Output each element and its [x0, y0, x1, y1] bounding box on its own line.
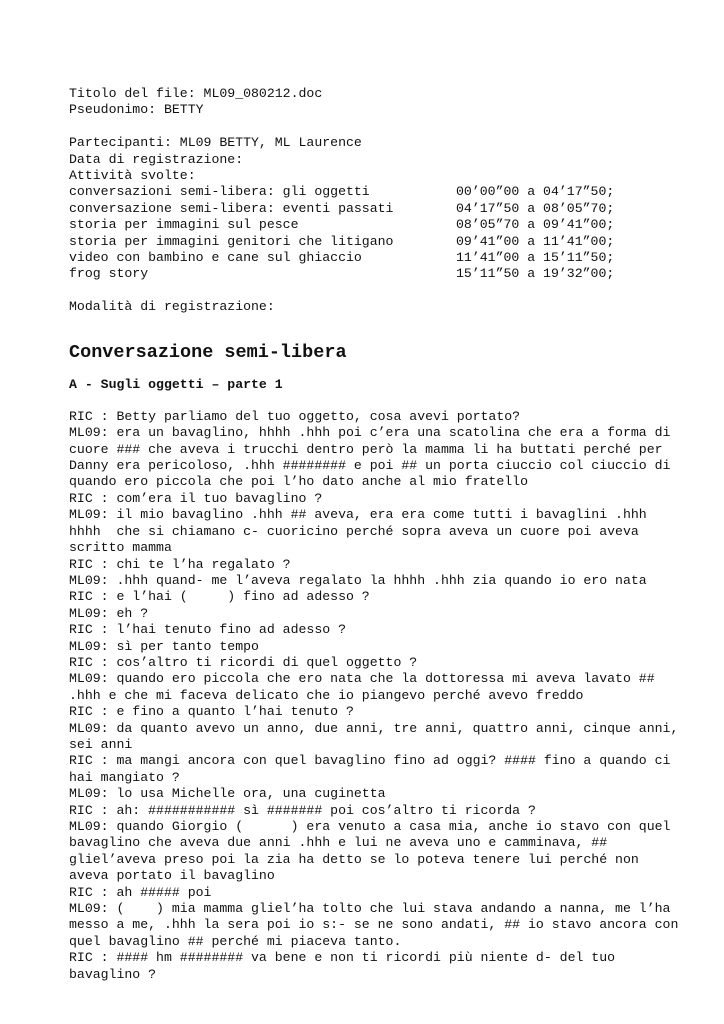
activity-time: 00’00”00 a 04’17”50; [456, 184, 615, 200]
pseudonym: Pseudonimo: BETTY [69, 102, 204, 118]
activities-label: Attività svolte: [69, 167, 196, 183]
section-title: Conversazione semi-libera [69, 342, 347, 364]
activity-time: 09’41”00 a 11’41”00; [456, 233, 615, 249]
recording-mode: Modalità di registrazione: [69, 299, 275, 315]
spacer [69, 283, 679, 299]
transcript-turn: ML09: sì per tanto tempo [69, 638, 259, 654]
activity-time: 15’11”50 a 19’32”00; [456, 266, 615, 282]
transcript [69, 408, 687, 983]
activity-time: 04’17”50 a 08’05”70; [456, 200, 615, 216]
activity-name: frog story [69, 266, 149, 282]
transcript-turn: RIC : #### hm ######## va bene e non ti ricordi più niente d- del tuo bavaglino ? [69, 950, 623, 982]
subsection-title: A - Sugli oggetti – parte 1 [69, 377, 283, 393]
activity-time: 11’41”00 a 15’11”50; [456, 249, 615, 265]
transcript-turn: ML09: ( ) mia mamma gliel’ha tolto che lui stava andando a nanna, me l’ha messo a me, .hhh la sera poi io s:- se ne sono andati, ## io stavo ancora con quel bavaglino ## perché mi piaceva tanto. [69, 901, 687, 949]
participants: Partecipanti: ML09 BETTY, ML Laurence [69, 135, 362, 151]
transcript-turn: ML09: era un bavaglino, hhhh .hhh poi c’era una scatolina che era a forma di cuore ### che aveva i trucchi dentro però la mamma li ha buttati perché per Danny era pericoloso, .hhh ######## e poi ## un porta ciuccio col ciuccio di quando ero piccola che poi l’ho dato anche al mio fratello [69, 425, 679, 490]
transcript-turn: RIC : ah: ########### sì ####### poi cos’altro ti ricorda ? [69, 802, 536, 818]
transcript-turn: RIC : ma mangi ancora con quel bavaglino fino ad oggi? #### fino a quando ci hai mangiato ? [69, 753, 679, 785]
transcript-turn: ML09: lo usa Michelle ora, una cuginetta [69, 786, 386, 802]
transcript-turn: ML09: .hhh quand- me l’aveva regalato la hhhh .hhh zia quando io ero nata [69, 572, 647, 588]
document-page [69, 86, 687, 983]
file-title: Titolo del file: ML09_080212.doc [69, 86, 323, 101]
activity-name: conversazioni semi-libera: gli oggetti [69, 184, 370, 200]
transcript-turn: RIC : l’hai tenuto fino ad adesso ? [69, 622, 346, 638]
activity-time: 08’05”70 a 09’41”00; [456, 217, 615, 233]
activity-name: storia per immagini sul pesce [69, 217, 299, 233]
transcript-turn: ML09: il mio bavaglino .hhh ## aveva, era era come tutti i bavaglini .hhh hhhh che si chiamano c- cuoricino perché sopra aveva un cuore poi aveva scritto mamma [69, 507, 655, 556]
activities-list [69, 184, 679, 282]
transcript-turn: RIC : ah ##### poi [69, 884, 212, 900]
transcript-turn: RIC : com’era il tuo bavaglino ? [69, 490, 323, 506]
spacer [69, 119, 679, 135]
transcript-turn: RIC : e fino a quanto l’hai tenuto ? [69, 704, 354, 720]
transcript-turn: RIC : e l’hai ( ) fino ad adesso ? [69, 589, 370, 605]
activity-name: storia per immagini genitori che litigano [69, 233, 394, 249]
transcript-turn: RIC : cos’altro ti ricordi di quel oggetto ? [69, 654, 418, 670]
transcript-turn: ML09: quando ero piccola che ero nata che la dottoressa mi aveva lavato ## .hhh e che mi faceva delicato che io piangevo perché avevo freddo [69, 671, 663, 703]
activity-name: conversazione semi-libera: eventi passati [69, 200, 394, 216]
activity-name: video con bambino e cane sul ghiaccio [69, 249, 362, 265]
transcript-turn: ML09: da quanto avevo un anno, due anni, tre anni, quattro anni, cinque anni, sei anni [69, 720, 687, 752]
transcript-turn: ML09: quando Giorgio ( ) era venuto a casa mia, anche io stavo con quel bavaglino che aveva due anni .hhh e lui ne aveva uno e camminava, ## gliel’aveva preso poi la zia ha detto se lo poteva tenere lui perché non aveva portato il bavaglino [69, 819, 679, 884]
transcript-turn: ML09: eh ? [69, 605, 149, 621]
recording-date: Data di registrazione: [69, 151, 244, 167]
transcript-turn: RIC : chi te l’ha regalato ? [69, 556, 291, 572]
transcript-turn: RIC : Betty parliamo del tuo oggetto, cosa avevi portato? [69, 408, 521, 424]
